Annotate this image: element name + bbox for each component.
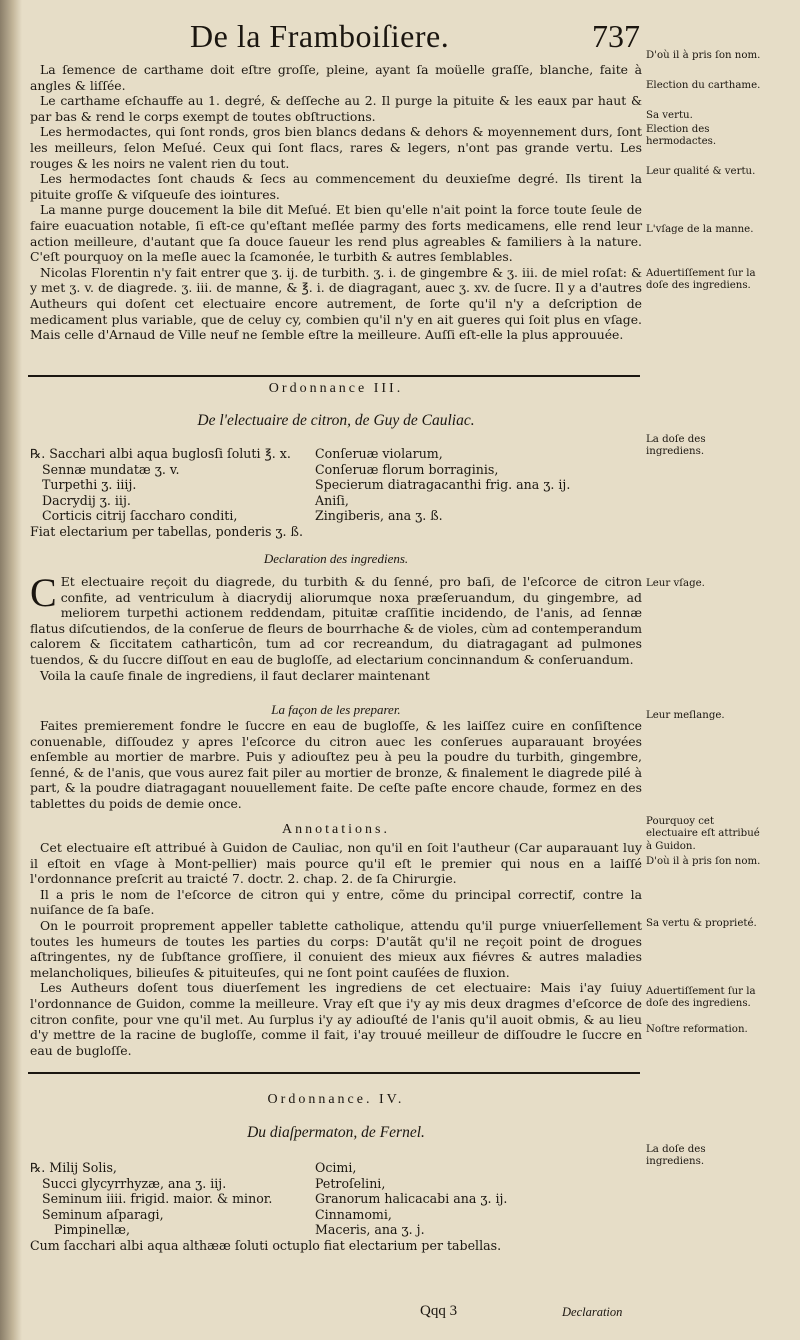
declaration-heading: Declaration des ingrediens. — [263, 551, 409, 566]
recipe-row — [30, 477, 642, 493]
recipe-ordonnance-3 — [30, 446, 642, 540]
paragraph: La manne purge doucement la bile dit Meſué. Et bien qu'elle n'ait point la force toute ſeule de faire euacuation notable, ſi eſt-ce qu'eſtant meſlée parmy des forts medicamens, elle rend leur action meilleure, d'autant que ſa douce ſaueur les rend plus agreables & familiers à la nature. C'eſt pourquoy on la meſle auec la ſcamonée, le turbith & autres ſemblables. — [30, 202, 642, 265]
paragraph: Les Autheurs doſent tous diuerſement les ingrediens de cet electuaire: Mais i'ay ſuiuy l'ordonnance de Guidon, comme la meilleure. Vray eſt que i'y ay mis deux dragmes d'eſcorce de citron confite, pour vne qu'il met. Au ſurplus i'y ay adiouſté de l'anis qu'il auoit obmis, & au lieu d'y mettre de la racine de bugloſſe, comme il fait, i'ay trouué meilleur de diſſoudre le ſuccre en eau de bugloſſe. — [30, 980, 642, 1058]
margin-note: Sa vertu & proprieté. — [646, 918, 757, 929]
margin-note: Sa vertu. — [646, 110, 693, 121]
annotations-heading: Annotations. — [282, 822, 390, 837]
section-subtitle: Du diaſpermaton, de Fernel. — [247, 1124, 425, 1141]
intro-text — [30, 62, 642, 343]
paragraph: Il a pris le nom de l'eſcorce de citron qui y entre, cõme du principal correctif, contre la nuiſance de ſa baſe. — [30, 886, 642, 918]
margin-note: D'où il à pris ſon nom. — [646, 856, 761, 867]
margin-note: Aduertiſſement ſur la doſe des ingrediens. — [646, 986, 756, 1010]
margin-note: Leur vſage. — [646, 578, 705, 589]
running-header — [30, 18, 640, 60]
margin-note: Leur meſlange. — [646, 710, 725, 721]
recipe-right: Conſeruæ violarum, — [315, 446, 443, 461]
recipe-left: Corticis citrij ſaccharo conditi, — [42, 508, 238, 524]
declaration-text — [30, 570, 642, 683]
margin-note: Aduertiſſement ſur la doſe des ingrediens. — [646, 268, 756, 292]
page-number: 737 — [592, 18, 640, 54]
recipe-right: Specierum diatragacanthi frig. ana ʒ. ij. — [315, 477, 571, 493]
recipe-row — [30, 493, 642, 509]
recipe-right: Aniſi, — [315, 492, 349, 508]
paragraph: La ſemence de carthame doit eſtre groſſe, pleine, ayant ſa moüelle graſſe, blanche, faite à angles & liſſée. — [30, 62, 642, 93]
recipe-row — [30, 508, 642, 524]
margin-note: Noſtre reformation. — [646, 1024, 748, 1035]
section-heading: Ordonnance. IV. — [267, 1092, 405, 1107]
declaration-body: Et electuaire reçoit du diagrede, du turbith & du ſenné, pro baſi, de l'eſcorce de citron confite, ad ventriculum à diacrydij aliorumque noxa præſeruandum, du gingembre, ad meliorem turpethi actionem reddendam, pituitæ craſſitie incidendo, de l'anis, ad ſennæ flatus diſcutiendos, de la conſerue de fleurs de bourrhache & de violes, cùm ad contemperandum calorem & ſiccitatem catharticôn, tum ad cor recreandum, du diatragagant ad pulmones tuendos, & du ſuccre diſſout en eau de bugloſſe, ad electarium concinnandum & conſeruandum. — [30, 574, 642, 667]
recipe-ordonnance-4 — [30, 1160, 642, 1254]
recipe-right: Granorum halicacabi ana ʒ. ij. — [315, 1191, 508, 1207]
section-rule — [28, 1072, 640, 1074]
margin-note: D'où il à pris ſon nom. — [646, 50, 761, 61]
margin-note: Pourquoy cet electuaire eſt attribué à Guidon. — [646, 816, 760, 852]
preparation-heading: La façon de les preparer. — [271, 702, 401, 717]
paragraph: Les hermodactes, qui ſont ronds, gros bien blancs dedans & dehors & moyennement durs, ſont les meilleurs, ſelon Meſué. Ceux qui ſont flacs, rares & legers, n'ont pas grande vertu. Les rouges & les noirs ne valent rien du tout. — [30, 124, 642, 171]
recipe-row — [30, 1176, 642, 1192]
recipe-left: Turpethi ʒ. iiij. — [42, 477, 137, 493]
recipe-right: Maceris, ana ʒ. j. — [315, 1222, 425, 1238]
recipe-right: Petroſelini, — [315, 1175, 386, 1191]
recipe-left: ℞. Sacchari albi aqua buglosſi ſoluti ℥. x. — [30, 446, 291, 461]
catchword: Declaration — [562, 1305, 623, 1319]
signature-mark: Qqq 3 — [420, 1303, 458, 1319]
paragraph: On le pourroit proprement appeller tablette catholique, attendu qu'il purge vniuerſellement toutes les humeurs de toutes les parties du corps: D'autãt qu'il ne reçoit point de drogues aſtringentes, ny de ſubſtance groſſiere, il conuient des mieux aux fiévres & autres maladies melancholiques, bilieuſes & pituiteuſes, qui ne ſont point cauſées de fluxion. — [30, 917, 642, 980]
recipe-row — [30, 1160, 642, 1176]
declaration-last: Voila la cauſe finale de ingrediens, il faut declarer maintenant — [40, 667, 430, 683]
recipe-right: Zingiberis, ana ʒ. ß. — [315, 508, 443, 524]
recipe-left: Seminum iiii. frigid. maior. & minor. — [42, 1191, 273, 1207]
page-gutter-shadow — [0, 0, 22, 1340]
recipe-left: Cum ſacchari albi aqua althææ ſoluti octuplo fiat electarium per tabellas. — [30, 1237, 502, 1253]
drop-cap: C — [30, 570, 57, 615]
recipe-left: Succi glycyrrhyzæ, ana ʒ. iij. — [42, 1175, 227, 1191]
recipe-right: Cinnamomi, — [315, 1206, 392, 1222]
paragraph: Cet electuaire eſt attribué à Guidon de Cauliac, non qu'il en ſoit l'autheur (Car auparauant luy il eſtoit en vſage à Mont-pellier) mais pource qu'il eſt le premier qui nous en a laiſſé l'ordonnance preſcrit au traicté 7. doctr. 2. chap. 2. de ſa Chirurgie. — [30, 840, 642, 887]
margin-note: La doſe des ingrediens. — [646, 434, 706, 458]
recipe-left: Dacrydij ʒ. iij. — [42, 492, 131, 508]
recipe-row — [30, 1238, 642, 1254]
recipe-row — [30, 1222, 642, 1238]
paragraph: Les hermodactes ſont chauds & ſecs au commencement du deuxieſme degré. Ils tirent la pituite groſſe & viſqueuſe des iointures. — [30, 171, 642, 202]
paragraph: Le carthame eſchauffe au 1. degré, & deſſeche au 2. Il purge la pituite & les eaux par haut & par bas & rend le corps exempt de toutes obſtructions. — [30, 93, 642, 124]
margin-note: Election des hermodactes. — [646, 124, 717, 148]
recipe-right: Conſeruæ florum borraginis, — [315, 461, 499, 477]
margin-note: Leur qualité & vertu. — [646, 166, 756, 177]
section-subtitle: De l'electuaire de citron, de Guy de Cauliac. — [197, 412, 475, 429]
recipe-row — [30, 1207, 642, 1223]
paragraph: Faites premierement fondre le ſuccre en eau de bugloſſe, & les laiſſez cuire en conſiſtence conuenable, diſſoudez y apres l'eſcorce du citron auec les conſerues auparauant broyées enſemble au mortier de marbre. Puis y adiouſtez peu à peu la poudre du turbith, gingembre, ſenné, & de l'anis, que vous aurez fait piler au mortier de bronze, & finalement le diagrede pilé à part, & la poudre diatragagant nouuellement faite. De ceſte paſte encore chaude, formez en des tablettes du poids de demie once. — [30, 718, 642, 811]
section-heading: Ordonnance III. — [268, 381, 404, 396]
paragraph: Nicolas Florentin n'y fait entrer que ʒ. ij. de turbith. ʒ. i. de gingembre & ʒ. iii. de miel roſat: & y met ʒ. v. de diagrede. ʒ. iii. de manne, & ℥. i. de diagragant, auec ʒ. xv. de ſucre. Il y a d'autres Autheurs qui doſent cet electuaire encore autrement, de ſorte qu'il n'y a deſcription de medicament plus variable, que de celuy cy, combien qu'il n'y en ait gueres qui ſoit plus en vſage. Mais celle d'Arnaud de Ville neuf ne ſemble eſtre la meilleure. Auſſi eſt-elle la plus approuuée. — [30, 264, 642, 343]
margin-note: Election du carthame. — [646, 80, 761, 91]
recipe-row — [30, 1191, 642, 1207]
recipe-left: ℞. Milij Solis, — [30, 1160, 117, 1175]
preparation-text — [30, 718, 642, 812]
recipe-left: Fiat electarium per tabellas, ponderis ʒ. ß. — [30, 523, 303, 539]
recipe-left: Sennæ mundatæ ʒ. v. — [42, 461, 180, 477]
recipe-left: Pimpinellæ, — [54, 1222, 130, 1238]
recipe-left: Seminum aſparagi, — [42, 1206, 164, 1222]
recipe-row — [30, 462, 642, 478]
recipe-right: Ocimi, — [315, 1160, 357, 1175]
running-title: De la Framboiſiere. — [190, 18, 450, 54]
margin-note: L'vſage de la manne. — [646, 224, 754, 235]
annotations-text — [30, 840, 642, 1058]
margin-note: La doſe des ingrediens. — [646, 1144, 706, 1168]
section-rule — [28, 375, 640, 377]
recipe-row — [30, 446, 642, 462]
recipe-row — [30, 524, 642, 540]
